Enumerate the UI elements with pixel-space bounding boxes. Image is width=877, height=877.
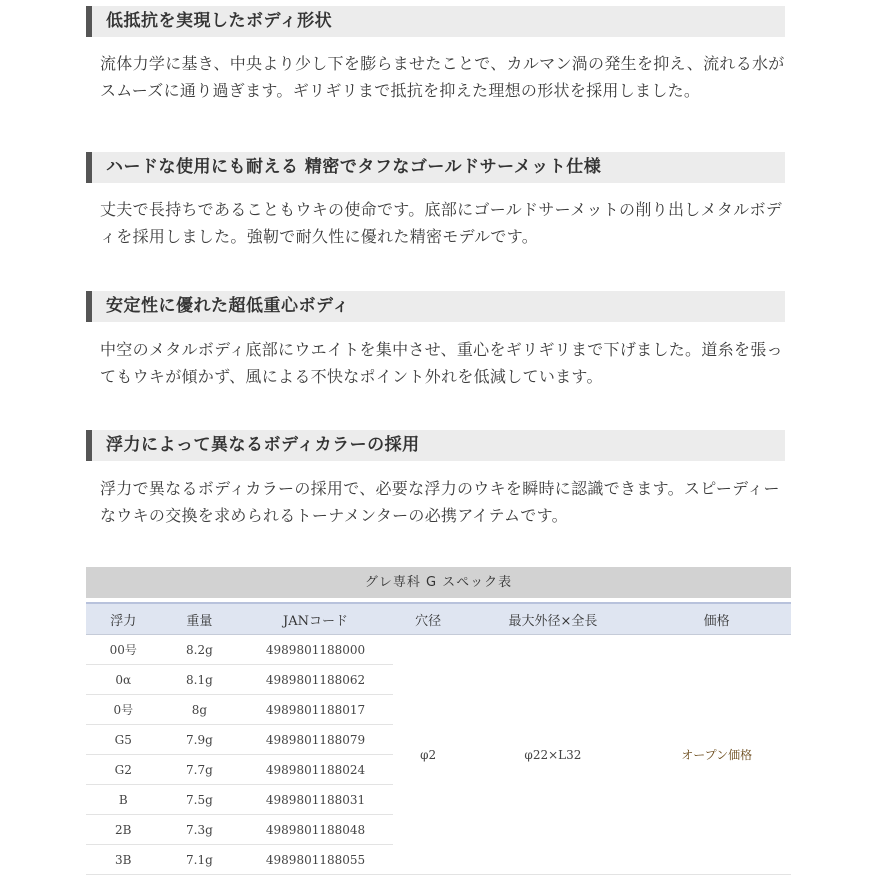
section-body-color xyxy=(86,430,785,529)
cell-jan: 4989801188017 xyxy=(238,695,393,725)
section-body: 流体力学に基き、中央より少し下を膨らませたことで、カルマン渦の発生を抑え、流れる水がスムーズに通り過ぎます。ギリギリまで抵抗を抑えた理想の形状を採用しました。 xyxy=(100,54,785,100)
header-hole: 穴径 xyxy=(393,603,464,635)
header-price: 価格 xyxy=(642,603,791,635)
spec-table xyxy=(86,602,791,875)
cell-weight: 7.9g xyxy=(161,725,239,755)
cell-buoyancy: B xyxy=(86,785,161,815)
cell-buoyancy: G5 xyxy=(86,725,161,755)
section-body: 浮力で異なるボディカラーの採用で、必要な浮力のウキを瞬時に認識できます。スピーディーなウキの交換を求められるトーナメンターの必携アイテムです。 xyxy=(100,479,780,525)
cell-buoyancy: 2B xyxy=(86,815,161,845)
header-jan: JANコード xyxy=(238,603,393,635)
cell-weight: 8g xyxy=(161,695,239,725)
section-gold-cermet xyxy=(86,152,785,250)
section-heading: 浮力によって異なるボディカラーの採用 xyxy=(86,430,785,461)
cell-weight: 7.5g xyxy=(161,785,239,815)
cell-buoyancy: 3B xyxy=(86,845,161,875)
cell-jan: 4989801188055 xyxy=(238,845,393,875)
section-heading: ハードな使用にも耐える 精密でタフなゴールドサーメット仕様 xyxy=(86,152,785,183)
section-low-resistance xyxy=(86,6,785,104)
cell-size: φ22×L32 xyxy=(463,635,642,875)
cell-weight: 7.7g xyxy=(161,755,239,785)
section-heading: 低抵抗を実現したボディ形状 xyxy=(86,6,785,37)
section-body: 中空のメタルボディ底部にウエイトを集中させ、重心をギリギリまで下げました。道糸を張ってもウキが傾かず、風による不快なポイント外れを低減しています。 xyxy=(100,340,783,386)
table-row xyxy=(86,635,791,665)
cell-jan: 4989801188048 xyxy=(238,815,393,845)
cell-jan: 4989801188031 xyxy=(238,785,393,815)
section-low-center-gravity xyxy=(86,291,785,390)
cell-hole: φ2 xyxy=(393,635,464,875)
cell-jan: 4989801188062 xyxy=(238,665,393,695)
cell-buoyancy: 00号 xyxy=(86,635,161,665)
spec-table-title: グレ専科 G スペック表 xyxy=(86,567,791,602)
cell-buoyancy: 0α xyxy=(86,665,161,695)
section-body: 丈夫で長持ちであることもウキの使命です。底部にゴールドサーメットの削り出しメタルボディを採用しました。強靭で耐久性に優れた精密モデルです。 xyxy=(100,200,783,246)
header-weight: 重量 xyxy=(161,603,239,635)
cell-price: オープン価格 xyxy=(642,635,791,875)
cell-weight: 8.2g xyxy=(161,635,239,665)
section-heading: 安定性に優れた超低重心ボディ xyxy=(86,291,785,322)
cell-weight: 7.1g xyxy=(161,845,239,875)
spec-table-block xyxy=(86,567,791,875)
cell-buoyancy: 0号 xyxy=(86,695,161,725)
header-size: 最大外径×全長 xyxy=(463,603,642,635)
spec-header-row xyxy=(86,603,791,635)
cell-jan: 4989801188024 xyxy=(238,755,393,785)
cell-weight: 7.3g xyxy=(161,815,239,845)
cell-jan: 4989801188079 xyxy=(238,725,393,755)
cell-buoyancy: G2 xyxy=(86,755,161,785)
cell-weight: 8.1g xyxy=(161,665,239,695)
cell-jan: 4989801188000 xyxy=(238,635,393,665)
header-buoyancy: 浮力 xyxy=(86,603,161,635)
